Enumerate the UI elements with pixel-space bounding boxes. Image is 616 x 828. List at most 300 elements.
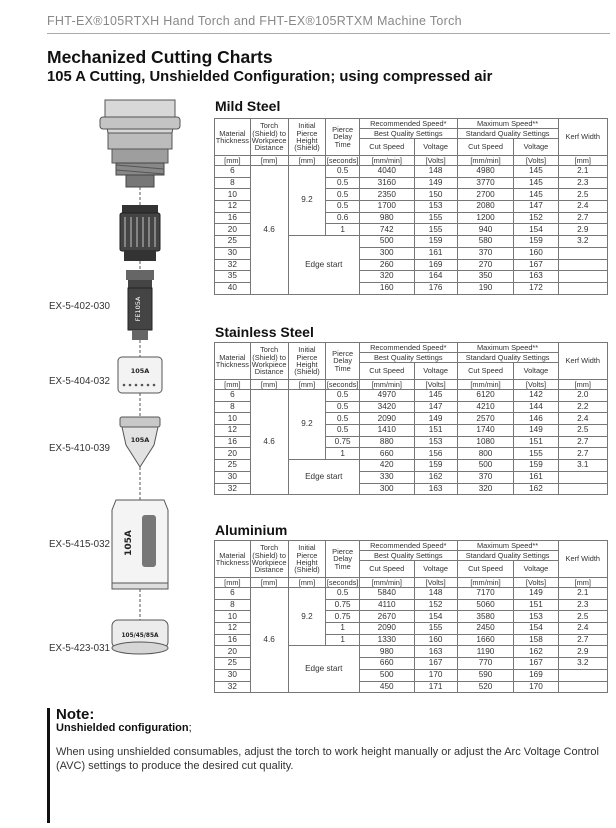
cell-thickness: 32 (215, 681, 251, 693)
consumables-illustration (0, 95, 215, 685)
cell-max-voltage: 152 (514, 212, 558, 224)
cell-best-cut-speed: 980 (359, 646, 414, 658)
cell-max-voltage: 162 (514, 646, 558, 658)
col-voltage: Voltage (414, 561, 457, 578)
cell-max-cut-speed: 2570 (457, 413, 514, 425)
cell-max-cut-speed: 3580 (457, 611, 514, 623)
header-row (215, 119, 608, 129)
cell-kerf-width: 2.3 (558, 177, 607, 189)
cell-best-voltage: 163 (414, 646, 457, 658)
cell-pierce-height: 9.2 (288, 588, 326, 646)
unit-cell: [mm] (288, 380, 326, 390)
cell-max-cut-speed: 800 (457, 448, 514, 460)
cell-best-voltage: 152 (414, 599, 457, 611)
cell-best-cut-speed: 500 (359, 669, 414, 681)
unit-cell: [Volts] (514, 578, 558, 588)
cell-kerf-width: 2.7 (558, 212, 607, 224)
cell-max-voltage: 144 (514, 401, 558, 413)
cell-pierce-delay: 1 (326, 623, 360, 635)
cell-best-voltage: 162 (414, 471, 457, 483)
cell-best-voltage: 148 (414, 588, 457, 600)
cell-kerf-width: 2.5 (558, 189, 607, 201)
torch-parts-diagram (0, 95, 215, 685)
cell-max-cut-speed: 2450 (457, 623, 514, 635)
cell-best-voltage: 170 (414, 669, 457, 681)
cell-kerf-width: 2.9 (558, 646, 607, 658)
cell-thickness: 32 (215, 259, 251, 271)
unit-cell: [mm/min] (457, 156, 514, 166)
cell-best-cut-speed: 4970 (359, 390, 414, 402)
cell-max-cut-speed: 350 (457, 271, 514, 283)
col-recommended-speed: Recommended Speed* (359, 343, 457, 353)
cell-best-voltage: 154 (414, 611, 457, 623)
cell-torch-distance: 4.6 (250, 390, 288, 495)
cell-thickness: 10 (215, 189, 251, 201)
cell-max-voltage: 149 (514, 425, 558, 437)
cell-max-voltage: 146 (514, 413, 558, 425)
cell-pierce-delay: 0.75 (326, 599, 360, 611)
cell-max-voltage: 158 (514, 634, 558, 646)
cell-kerf-width: 3.2 (558, 236, 607, 248)
cell-max-cut-speed: 770 (457, 658, 514, 670)
cell-best-voltage: 153 (414, 201, 457, 213)
cell-max-voltage: 154 (514, 623, 558, 635)
cell-max-voltage: 151 (514, 599, 558, 611)
swirl-ring-icon (120, 205, 160, 261)
col-voltage: Voltage (514, 363, 558, 380)
units-row (215, 380, 608, 390)
unit-cell: [Volts] (514, 156, 558, 166)
cell-best-voltage: 155 (414, 623, 457, 635)
units-row (215, 156, 608, 166)
deflector-marking: 105/45/85A (121, 633, 159, 639)
part-label-retaining-cap: EX-5-415-032 (49, 539, 110, 550)
cell-kerf-width: 2.3 (558, 599, 607, 611)
unit-cell: [Volts] (514, 380, 558, 390)
cell-max-voltage: 170 (514, 681, 558, 693)
cell-thickness: 40 (215, 282, 251, 294)
swirl-ring-105a-icon (118, 357, 162, 393)
cell-kerf-width (558, 669, 607, 681)
cell-thickness: 12 (215, 623, 251, 635)
col-pierce-delay: Pierce Delay Time (326, 541, 360, 578)
col-best-quality: Best Quality Settings (359, 129, 457, 139)
col-torch-distance: Torch (Shield) to Workpiece Distance (250, 343, 288, 380)
cell-best-cut-speed: 980 (359, 212, 414, 224)
unit-cell: [mm] (288, 156, 326, 166)
cell-kerf-width (558, 681, 607, 693)
electrode-marking: FE105A (134, 296, 142, 322)
cutting-chart-mild-steel (214, 118, 608, 295)
col-cut-speed: Cut Speed (457, 139, 514, 156)
cell-pierce-delay: 1 (326, 224, 360, 236)
cell-best-cut-speed: 160 (359, 282, 414, 294)
col-standard-quality: Standard Quality Settings (457, 129, 558, 139)
torch-head-icon (100, 100, 180, 187)
unit-cell: [mm] (250, 380, 288, 390)
cell-kerf-width: 2.4 (558, 623, 607, 635)
cell-thickness: 12 (215, 425, 251, 437)
section-title-stainless-steel: Stainless Steel (215, 324, 314, 340)
cell-best-voltage: 145 (414, 390, 457, 402)
cell-pierce-delay: 0.6 (326, 212, 360, 224)
cell-max-voltage: 145 (514, 189, 558, 201)
cell-kerf-width: 2.4 (558, 413, 607, 425)
cell-pierce-delay: 0.5 (326, 413, 360, 425)
cell-max-cut-speed: 270 (457, 259, 514, 271)
col-standard-quality: Standard Quality Settings (457, 551, 558, 561)
cell-max-voltage: 161 (514, 471, 558, 483)
cell-thickness: 30 (215, 471, 251, 483)
cell-pierce-delay: 0.5 (326, 425, 360, 437)
cell-max-voltage: 145 (514, 177, 558, 189)
col-best-quality: Best Quality Settings (359, 353, 457, 363)
unit-cell: [mm] (558, 380, 607, 390)
col-cut-speed: Cut Speed (457, 363, 514, 380)
cell-edge-start: Edge start (288, 236, 359, 294)
unit-cell: [mm/min] (457, 578, 514, 588)
unit-cell: [mm] (215, 578, 251, 588)
cell-max-voltage: 167 (514, 259, 558, 271)
col-maximum-speed: Maximum Speed** (457, 541, 558, 551)
cell-pierce-delay: 1 (326, 634, 360, 646)
cell-thickness: 10 (215, 611, 251, 623)
cell-best-cut-speed: 1700 (359, 201, 414, 213)
unit-cell: [mm] (558, 156, 607, 166)
cell-max-cut-speed: 320 (457, 483, 514, 495)
cell-max-voltage: 142 (514, 390, 558, 402)
cell-best-voltage: 155 (414, 224, 457, 236)
cutting-chart-aluminium (214, 540, 608, 693)
cell-best-voltage: 167 (414, 658, 457, 670)
document-header: FHT-EX®105RTXH Hand Torch and FHT-EX®105RTXM Machine Torch (47, 14, 462, 28)
cell-max-voltage: 151 (514, 436, 558, 448)
section-title-mild-steel: Mild Steel (215, 98, 281, 114)
cell-pierce-delay: 1 (326, 448, 360, 460)
cell-max-cut-speed: 1200 (457, 212, 514, 224)
col-cut-speed: Cut Speed (359, 363, 414, 380)
cell-max-cut-speed: 940 (457, 224, 514, 236)
cell-thickness: 16 (215, 212, 251, 224)
tip-marking: 105A (130, 436, 150, 444)
cell-thickness: 32 (215, 483, 251, 495)
cell-pierce-delay: 0.5 (326, 390, 360, 402)
cell-best-cut-speed: 420 (359, 460, 414, 472)
col-standard-quality: Standard Quality Settings (457, 353, 558, 363)
col-voltage: Voltage (514, 139, 558, 156)
cell-thickness: 6 (215, 390, 251, 402)
cell-best-cut-speed: 4040 (359, 166, 414, 178)
cell-max-cut-speed: 190 (457, 282, 514, 294)
cell-thickness: 25 (215, 236, 251, 248)
col-cut-speed: Cut Speed (457, 561, 514, 578)
cell-thickness: 30 (215, 669, 251, 681)
cell-best-cut-speed: 660 (359, 658, 414, 670)
col-kerf-width: Kerf Width (558, 541, 607, 578)
cell-best-voltage: 160 (414, 634, 457, 646)
unit-cell: [mm] (558, 578, 607, 588)
retaining-cap-marking: 105A (124, 530, 134, 556)
unit-cell: [mm/min] (359, 578, 414, 588)
unit-cell: [Volts] (414, 380, 457, 390)
note-accent-bar (47, 708, 50, 823)
cell-thickness: 16 (215, 634, 251, 646)
cell-kerf-width: 2.1 (558, 166, 607, 178)
units-row (215, 578, 608, 588)
cell-max-voltage: 153 (514, 611, 558, 623)
cell-pierce-delay: 0.75 (326, 611, 360, 623)
cell-thickness: 16 (215, 436, 251, 448)
note-title: Note: (56, 706, 95, 723)
col-pierce-delay: Pierce Delay Time (326, 343, 360, 380)
cell-best-cut-speed: 260 (359, 259, 414, 271)
table-row (215, 588, 608, 600)
cell-best-voltage: 155 (414, 212, 457, 224)
cell-max-voltage: 159 (514, 236, 558, 248)
unit-cell: [Volts] (414, 578, 457, 588)
cell-max-cut-speed: 370 (457, 247, 514, 259)
cell-best-cut-speed: 880 (359, 436, 414, 448)
col-torch-distance: Torch (Shield) to Workpiece Distance (250, 541, 288, 578)
col-kerf-width: Kerf Width (558, 343, 607, 380)
cell-kerf-width (558, 271, 607, 283)
cell-max-voltage: 155 (514, 448, 558, 460)
cell-best-cut-speed: 4110 (359, 599, 414, 611)
cell-best-cut-speed: 330 (359, 471, 414, 483)
cell-best-voltage: 159 (414, 460, 457, 472)
cell-kerf-width: 2.0 (558, 390, 607, 402)
cell-kerf-width: 2.7 (558, 634, 607, 646)
cell-kerf-width (558, 483, 607, 495)
cell-best-voltage: 176 (414, 282, 457, 294)
cell-best-cut-speed: 1330 (359, 634, 414, 646)
header-divider (47, 33, 610, 34)
cell-max-cut-speed: 2080 (457, 201, 514, 213)
part-label-deflector: EX-5-423-031 (49, 643, 110, 654)
cell-max-cut-speed: 1660 (457, 634, 514, 646)
table-row (215, 390, 608, 402)
cell-max-voltage: 149 (514, 588, 558, 600)
cell-best-voltage: 148 (414, 166, 457, 178)
cell-kerf-width (558, 282, 607, 294)
cell-torch-distance: 4.6 (250, 588, 288, 693)
cell-thickness: 6 (215, 588, 251, 600)
cell-best-voltage: 147 (414, 401, 457, 413)
header-row (215, 541, 608, 551)
cell-max-cut-speed: 580 (457, 236, 514, 248)
col-voltage: Voltage (414, 139, 457, 156)
cell-kerf-width (558, 471, 607, 483)
cell-max-voltage: 172 (514, 282, 558, 294)
cell-best-cut-speed: 3420 (359, 401, 414, 413)
cell-thickness: 35 (215, 271, 251, 283)
col-material-thickness: Material Thickness (215, 119, 251, 156)
cell-pierce-delay: 0.5 (326, 166, 360, 178)
cell-max-cut-speed: 520 (457, 681, 514, 693)
col-voltage: Voltage (414, 363, 457, 380)
cell-kerf-width: 2.2 (558, 401, 607, 413)
cell-pierce-delay: 0.5 (326, 401, 360, 413)
cell-max-voltage: 154 (514, 224, 558, 236)
header-row (215, 343, 608, 353)
cell-pierce-delay: 0.5 (326, 177, 360, 189)
cell-thickness: 8 (215, 177, 251, 189)
col-maximum-speed: Maximum Speed** (457, 343, 558, 353)
section-title-aluminium: Aluminium (215, 522, 288, 538)
cell-edge-start: Edge start (288, 460, 359, 495)
unit-cell: [mm/min] (359, 380, 414, 390)
note-subtitle-suffix: ; (188, 722, 192, 734)
cell-max-voltage: 145 (514, 166, 558, 178)
cell-torch-distance: 4.6 (250, 166, 288, 295)
col-material-thickness: Material Thickness (215, 541, 251, 578)
cell-kerf-width: 2.1 (558, 588, 607, 600)
note-body: When using unshielded consumables, adjust the torch to work height manually or adjust the Arc Voltage Control (AVC) settings to produce the desired cut quality. (56, 746, 599, 773)
cell-best-voltage: 153 (414, 436, 457, 448)
cell-thickness: 25 (215, 658, 251, 670)
cell-best-cut-speed: 2090 (359, 623, 414, 635)
cell-best-cut-speed: 1410 (359, 425, 414, 437)
col-recommended-speed: Recommended Speed* (359, 541, 457, 551)
unit-cell: [seconds] (326, 577, 359, 587)
unit-cell: [mm] (215, 380, 251, 390)
cell-kerf-width: 3.2 (558, 658, 607, 670)
col-best-quality: Best Quality Settings (359, 551, 457, 561)
cell-kerf-width: 2.7 (558, 436, 607, 448)
cell-pierce-delay: 0.75 (326, 436, 360, 448)
cell-max-voltage: 169 (514, 669, 558, 681)
cell-max-cut-speed: 4210 (457, 401, 514, 413)
cell-best-voltage: 169 (414, 259, 457, 271)
deflector-icon (112, 620, 168, 654)
cell-best-cut-speed: 300 (359, 483, 414, 495)
cell-max-cut-speed: 6120 (457, 390, 514, 402)
cell-max-cut-speed: 4980 (457, 166, 514, 178)
cell-max-voltage: 162 (514, 483, 558, 495)
cell-max-cut-speed: 2700 (457, 189, 514, 201)
cell-kerf-width: 2.5 (558, 611, 607, 623)
unit-cell: [Volts] (414, 156, 457, 166)
cell-pierce-delay: 0.5 (326, 201, 360, 213)
cell-thickness: 20 (215, 448, 251, 460)
cell-best-voltage: 161 (414, 247, 457, 259)
cell-best-voltage: 151 (414, 425, 457, 437)
cell-thickness: 25 (215, 460, 251, 472)
unit-cell: [seconds] (326, 379, 359, 389)
col-pierce-delay: Pierce Delay Time (326, 119, 360, 156)
cell-kerf-width: 2.5 (558, 425, 607, 437)
cell-kerf-width (558, 247, 607, 259)
cell-best-voltage: 149 (414, 177, 457, 189)
cell-max-cut-speed: 370 (457, 471, 514, 483)
cell-max-cut-speed: 590 (457, 669, 514, 681)
cell-best-voltage: 163 (414, 483, 457, 495)
unit-cell: [seconds] (326, 155, 359, 165)
cell-kerf-width: 2.9 (558, 224, 607, 236)
cell-pierce-delay: 0.5 (326, 189, 360, 201)
cell-max-voltage: 160 (514, 247, 558, 259)
cell-best-cut-speed: 300 (359, 247, 414, 259)
cell-best-cut-speed: 320 (359, 271, 414, 283)
electrode-icon (126, 270, 154, 340)
cell-thickness: 20 (215, 224, 251, 236)
cell-kerf-width (558, 259, 607, 271)
part-label-electrode: EX-5-402-030 (49, 301, 110, 312)
cell-best-cut-speed: 2670 (359, 611, 414, 623)
col-torch-distance: Torch (Shield) to Workpiece Distance (250, 119, 288, 156)
cell-thickness: 6 (215, 166, 251, 178)
cell-best-cut-speed: 2350 (359, 189, 414, 201)
cell-best-cut-speed: 3160 (359, 177, 414, 189)
cell-best-cut-speed: 500 (359, 236, 414, 248)
col-maximum-speed: Maximum Speed** (457, 119, 558, 129)
cell-thickness: 12 (215, 201, 251, 213)
cell-pierce-height: 9.2 (288, 166, 326, 236)
cell-kerf-width: 2.7 (558, 448, 607, 460)
cell-pierce-height: 9.2 (288, 390, 326, 460)
col-material-thickness: Material Thickness (215, 343, 251, 380)
cell-kerf-width: 3.1 (558, 460, 607, 472)
cell-thickness: 8 (215, 599, 251, 611)
cell-best-voltage: 150 (414, 189, 457, 201)
part-label-tip: EX-5-410-039 (49, 443, 110, 454)
cell-thickness: 20 (215, 646, 251, 658)
col-recommended-speed: Recommended Speed* (359, 119, 457, 129)
cell-best-cut-speed: 742 (359, 224, 414, 236)
unit-cell: [mm/min] (359, 156, 414, 166)
col-pierce-height: Initial Pierce Height (Shield) (288, 541, 326, 578)
cell-max-voltage: 163 (514, 271, 558, 283)
cell-max-cut-speed: 1080 (457, 436, 514, 448)
page-title: Mechanized Cutting Charts (47, 47, 273, 67)
swirl-ring-marking: 105A (130, 367, 150, 375)
unit-cell: [mm] (250, 156, 288, 166)
col-cut-speed: Cut Speed (359, 139, 414, 156)
cell-best-cut-speed: 660 (359, 448, 414, 460)
cell-best-voltage: 149 (414, 413, 457, 425)
cell-max-cut-speed: 3770 (457, 177, 514, 189)
cell-best-voltage: 156 (414, 448, 457, 460)
note-subtitle-text: Unshielded configuration (56, 722, 189, 734)
page-subtitle: 105 A Cutting, Unshielded Configuration; using compressed air (47, 69, 493, 85)
cell-best-cut-speed: 5840 (359, 588, 414, 600)
cell-best-cut-speed: 2090 (359, 413, 414, 425)
cell-max-voltage: 167 (514, 658, 558, 670)
cell-best-voltage: 171 (414, 681, 457, 693)
cell-max-cut-speed: 500 (457, 460, 514, 472)
cell-max-cut-speed: 1740 (457, 425, 514, 437)
cell-best-voltage: 159 (414, 236, 457, 248)
cell-max-voltage: 159 (514, 460, 558, 472)
note-subtitle (56, 722, 192, 734)
col-pierce-height: Initial Pierce Height (Shield) (288, 343, 326, 380)
cell-best-cut-speed: 450 (359, 681, 414, 693)
cell-max-voltage: 147 (514, 201, 558, 213)
cell-max-cut-speed: 1190 (457, 646, 514, 658)
cell-thickness: 10 (215, 413, 251, 425)
cell-edge-start: Edge start (288, 646, 359, 693)
cell-max-cut-speed: 5060 (457, 599, 514, 611)
unit-cell: [mm] (250, 578, 288, 588)
cell-thickness: 30 (215, 247, 251, 259)
part-label-swirl-ring: EX-5-404-032 (49, 376, 110, 387)
cell-max-cut-speed: 7170 (457, 588, 514, 600)
col-voltage: Voltage (514, 561, 558, 578)
col-kerf-width: Kerf Width (558, 119, 607, 156)
table-row (215, 166, 608, 178)
unit-cell: [mm/min] (457, 380, 514, 390)
cutting-chart-stainless-steel (214, 342, 608, 495)
